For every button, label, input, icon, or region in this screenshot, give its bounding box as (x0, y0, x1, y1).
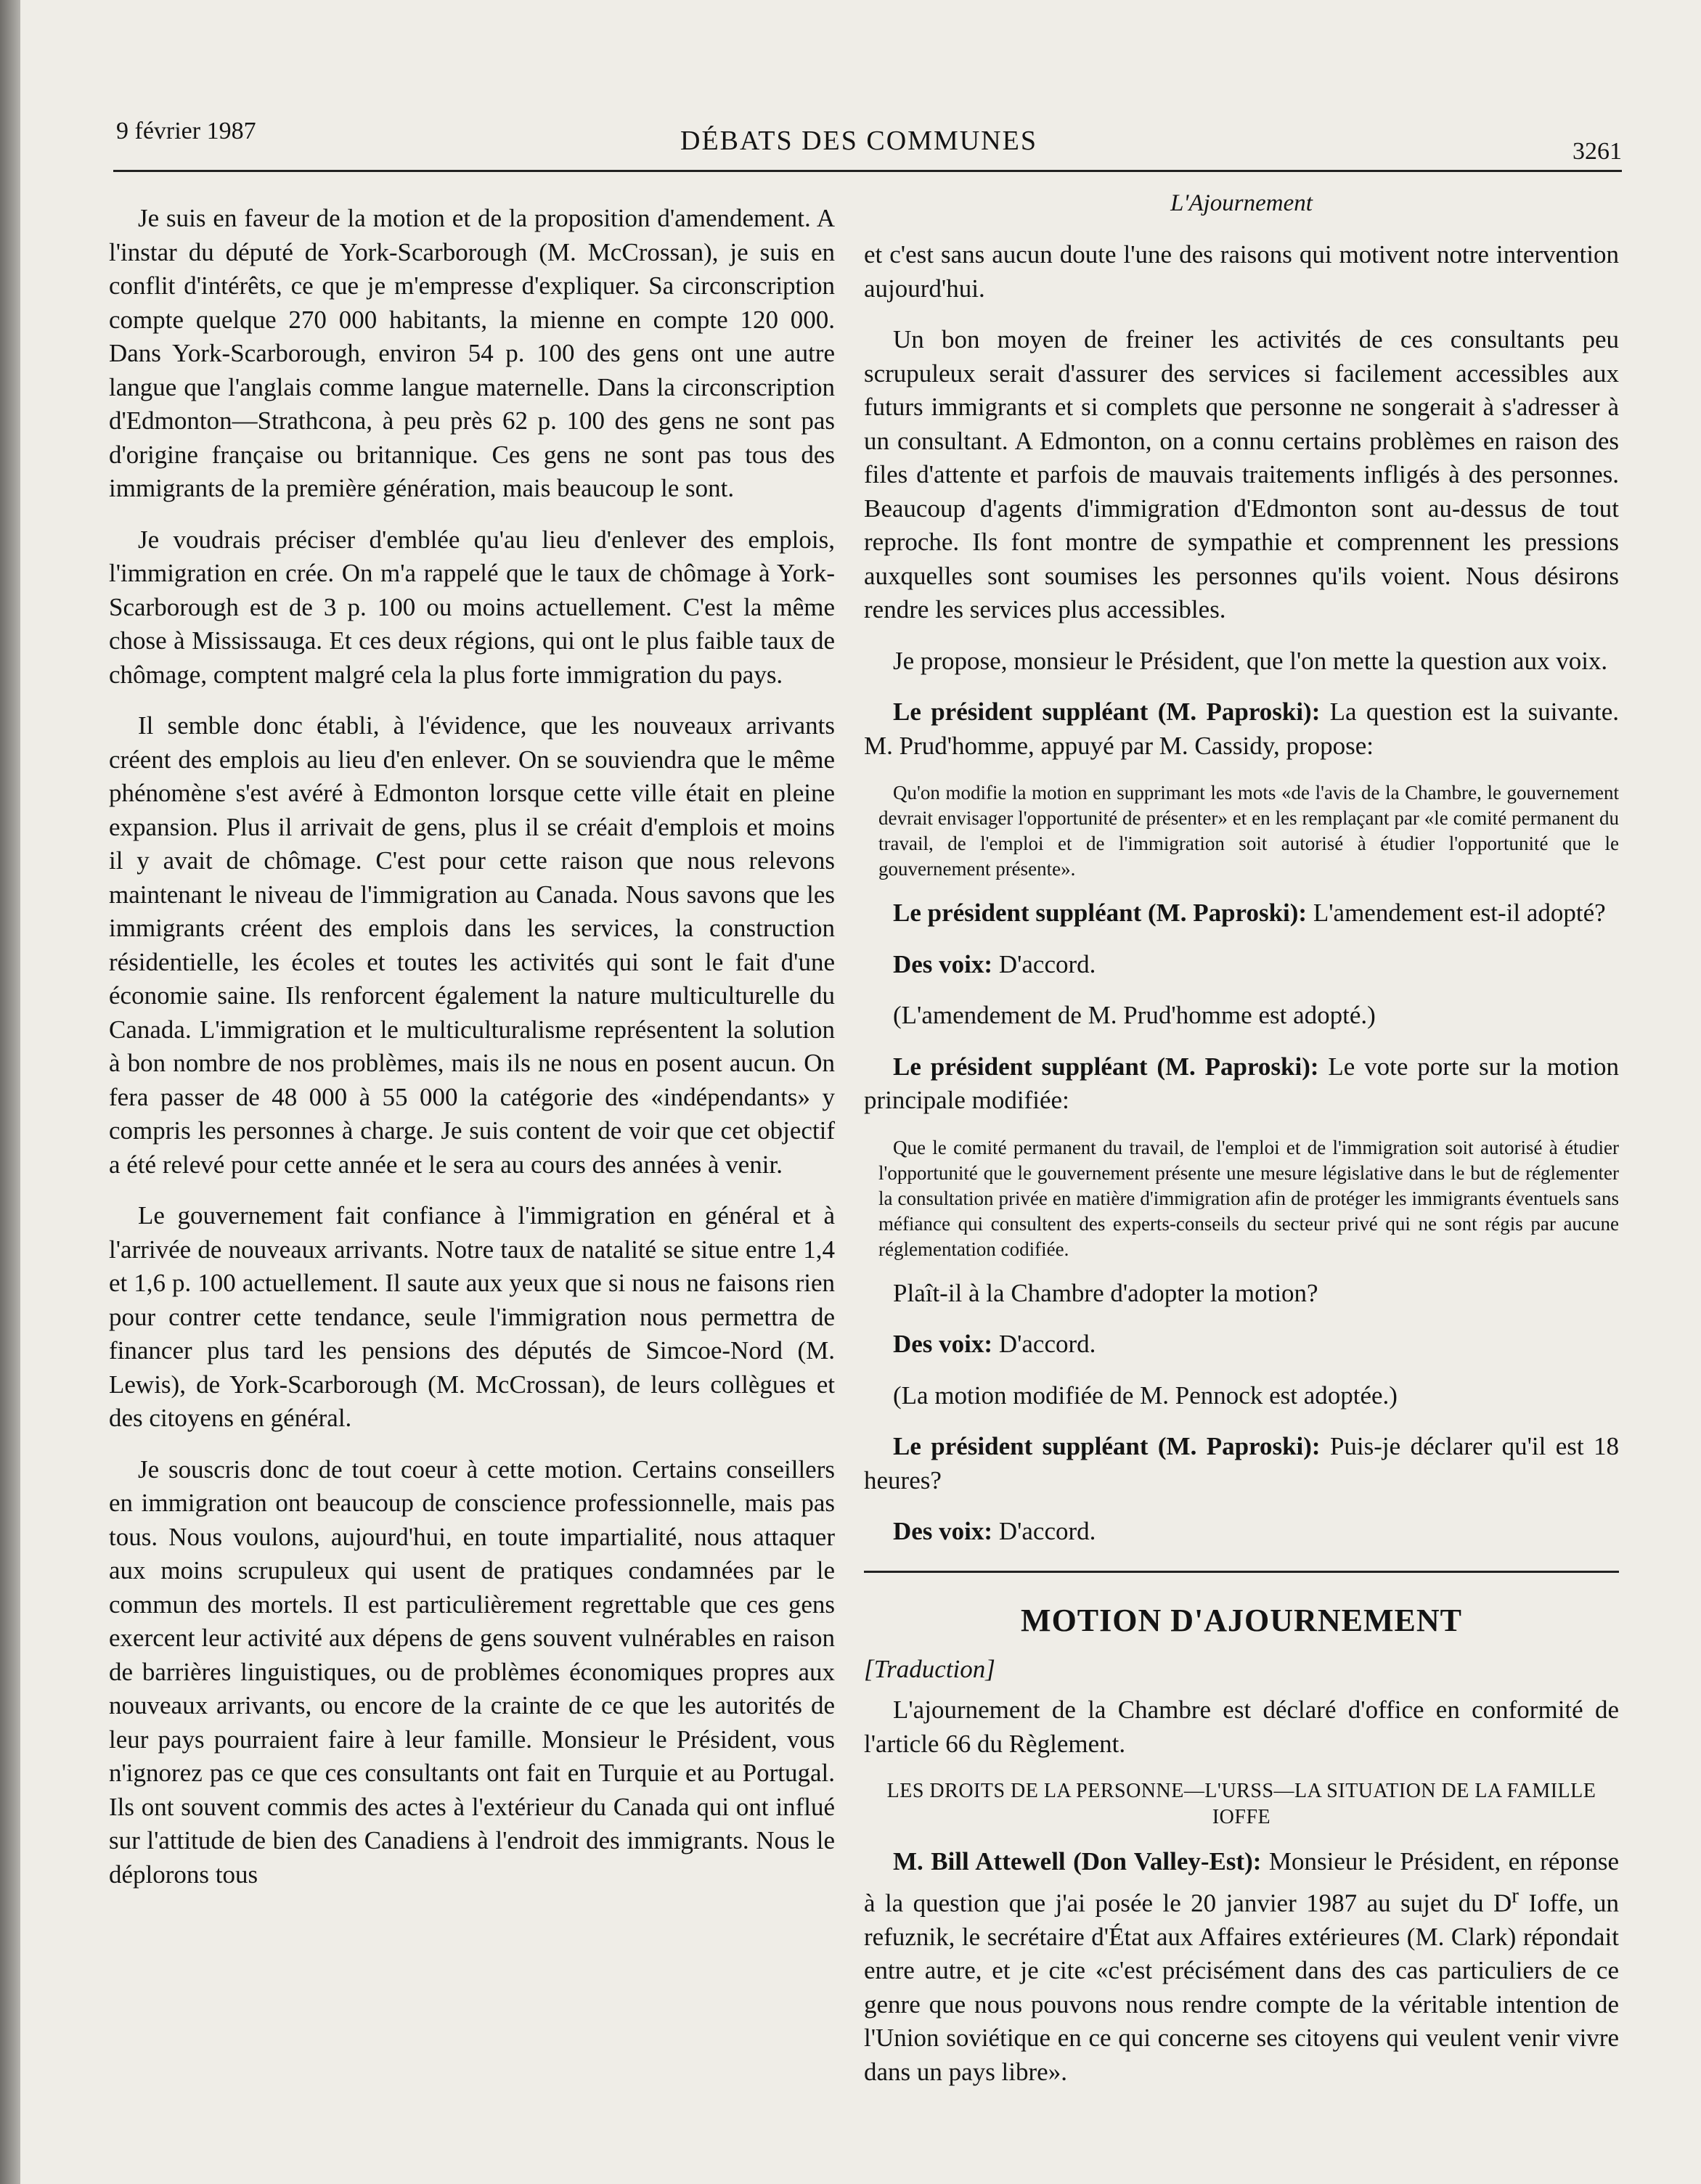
speaker-name: M. Bill Attewell (Don Valley-Est): (893, 1847, 1262, 1876)
translation-note: [Traduction] (864, 1654, 995, 1683)
speech-text: D'accord. (992, 1330, 1096, 1358)
speech-text: La question est la suivante. M. Prud'homme, appuyé par M. Cassidy, propose: (864, 698, 1619, 760)
speech (864, 1430, 1619, 1497)
speech (864, 1328, 1619, 1362)
paragraph: (L'amendement de M. Prud'homme est adopté.) (893, 1001, 1376, 1029)
left-column (109, 202, 835, 1909)
speech (864, 1515, 1619, 1549)
right-column (864, 238, 1619, 2106)
speaker-name: Le président suppléant (M. Paproski): (893, 899, 1308, 927)
page-binding-shadow (0, 0, 20, 2184)
paragraph: (La motion modifiée de M. Pennock est adoptée.) (893, 1381, 1398, 1410)
speech-text: Le vote porte sur la motion principale modifiée: (864, 1052, 1619, 1114)
speech (864, 695, 1619, 763)
speaker-name: Des voix: (893, 949, 993, 978)
speech-text: Puis-je déclarer qu'il est 18 heures? (864, 1432, 1619, 1494)
translation-label: Traduction (873, 1654, 986, 1683)
section-title: MOTION D'AJOURNEMENT (1021, 1602, 1462, 1638)
header-title: DÉBATS DES COMMUNES (680, 126, 1037, 156)
quoted-motion: Qu'on modifie la motion en supprimant les mots «de l'avis de la Chambre, le gouvernement devrait envisager l'opportunité de présenter» et en les remplaçant par «le comité permanent du travail, de l'emploi et de l'immigration soit autorisé à étudier l'opportunité que le gouvernement présente». (878, 782, 1619, 880)
page-header (96, 109, 1622, 174)
speech (864, 1845, 1619, 2089)
header-date: 9 février 1987 (116, 118, 256, 144)
subheading: LES DROITS DE LA PERSONNE—L'URSS—LA SITUATION DE LA FAMILLE IOFFE (886, 1780, 1596, 1828)
speech (864, 1050, 1619, 1118)
paragraph: Plaît-il à la Chambre d'adopter la motion? (893, 1278, 1318, 1307)
paragraph: Il semble donc établi, à l'évidence, que les nouveaux arrivants créent des emplois au lieu d'en enlever. On se souviendra que le même phénomène s'est avéré à Edmonton lorsque cette ville était en pleine expansion. Plus il arrivait de gens, plus il se créait d'emplois et moins il y avait de chômage. C'est pour cette raison que nous relevons maintenant le niveau de l'immigration au Canada. Nous savons que les immigrants créent des emplois dans les services, la construction résidentielle, les écoles et toutes les activités qui sont le fait d'une économie saine. Ils renforcent également la nature multiculturelle du Canada. L'immigration et le multiculturalisme représentent la solution à bon nombre de nos problèmes, mais ils ne nous en posent aucun. On fera passer de 48 000 à 55 000 la catégorie des «indépendants» y compris les personnes à charge. Je suis content de voir que cet objectif a été relevé pour cette année et le sera au cours des années à venir. (109, 711, 835, 1179)
speech (864, 948, 1619, 982)
paragraph: Le gouvernement fait confiance à l'immigration en général et à l'arrivée de nouveaux arrivants. Notre taux de natalité se situe entre 1,4 et 1,6 p. 100 actuellement. Il saute aux yeux que si nous ne faisons rien pour contrer cette tendance, seule l'immigration nous permettra de financer plus tard les pensions des députés de Simcoe-Nord (M. Lewis), de York-Scarborough (M. McCrossan), de leurs collègues et des citoyens en général. (109, 1201, 835, 1432)
page-number: 3261 (1572, 138, 1622, 165)
paragraph: Je souscris donc de tout coeur à cette motion. Certains conseillers en immigration ont beaucoup de conscience professionnelle, mais pas tous. Nous voulons, aujourd'hui, en toute impartialité, nous attaquer aux moins scrupuleux qui usent de pratiques condamnées par le commun des mortels. Il est particulièrement regrettable que ces gens exercent leur activité aux dépens de gens souvent vulnérables en raison de barrières linguistiques, ou de problèmes économiques propres aux nouveaux arrivants, ou encore de la crainte de ce que les autorités de leur pays pourraient faire à leur famille. Monsieur le Président, vous n'ignorez pas ce que ces consultants ont fait en Turquie et au Portugal. Ils ont souvent commis des actes à l'extérieur du Canada qui ont influé sur l'attitude de bien des Canadiens à l'endroit des immigrants. Nous le déplorons tous (109, 1455, 835, 1889)
speech-text: Ioffe, un refuznik, le secrétaire d'État aux Affaires extérieures (M. Clark) répondait entre autre, et je cite «c'est précisément dans des cas particuliers de ce genre que nous pouvons nous rendre compte de la véritable intention de l'Union soviétique en ce qui concerne ses citoyens qui veulent venir vivre dans un pays libre». (864, 1889, 1619, 2086)
paragraph: L'ajournement de la Chambre est déclaré d'office en conformité de l'article 66 du Règlement. (864, 1696, 1619, 1758)
speaker-name: Le président suppléant (M. Paproski): (893, 1432, 1321, 1460)
paragraph: Je voudrais préciser d'emblée qu'au lieu d'enlever des emplois, l'immigration en crée. On m'a rappelé que le taux de chômage à York-Scarborough est de 3 p. 100 ou moins actuellement. C'est la même chose à Mississauga. Et ces deux régions, qui ont le plus faible taux de chômage, comptent malgré cela la plus forte immigration du pays. (109, 525, 835, 689)
section-divider (864, 1571, 1619, 1573)
speech-text: D'accord. (992, 949, 1096, 978)
speaker-name: Le président suppléant (M. Paproski): (893, 1052, 1319, 1081)
speaker-name: Le président suppléant (M. Paproski): (893, 698, 1321, 726)
speech-text: L'amendement est-il adopté? (1307, 899, 1606, 927)
speech (864, 896, 1619, 931)
speech-text: Monsieur le Président, en réponse à la question que j'ai posée le 20 janvier 1987 au sujet du D (864, 1847, 1619, 1918)
paragraph: Un bon moyen de freiner les activités de ces consultants peu scrupuleux serait d'assurer des services si facilement accessibles aux futurs immigrants et si complets que personne ne songerait à s'adresser à un consultant. A Edmonton, on a connu certains problèmes en raison des files d'attente et parfois de mauvais traitements infligés à des personnes. Beaucoup d'agents d'immigration d'Edmonton sont au-dessus de tout reproche. Ils font montre de sympathie et comprennent les pressions auxquelles sont soumises les personnes qu'ils voient. Nous désirons rendre les services plus accessibles. (864, 325, 1619, 623)
paragraph: et c'est sans aucun doute l'une des raisons qui motivent notre intervention aujourd'hui. (864, 240, 1619, 303)
paragraph: Je suis en faveur de la motion et de la proposition d'amendement. A l'instar du député de York-Scarborough (M. McCrossan), je suis en conflit d'intérêts, ce que je m'empresse d'expliquer. Sa circonscription compte quelque 270 000 habitants, la mienne en compte 120 000. Dans York-Scarborough, environ 54 p. 100 des gens ont une autre langue que l'anglais comme langue maternelle. Dans la circonscription d'Edmonton—Strathcona, à peu près 62 p. 100 des gens ne sont pas d'origine française ou britannique. Ces gens ne sont pas tous des immigrants de la première génération, mais beaucoup le sont. (109, 204, 835, 502)
paragraph: Je propose, monsieur le Président, que l'on mette la question aux voix. (893, 646, 1608, 675)
superscript: r (1512, 1884, 1520, 1907)
running-head: L'Ajournement (1170, 190, 1313, 216)
speaker-name: Des voix: (893, 1517, 993, 1545)
speaker-name: Des voix: (893, 1330, 993, 1358)
speech-text: D'accord. (992, 1517, 1096, 1545)
header-rule (113, 170, 1622, 172)
quoted-motion: Que le comité permanent du travail, de l'emploi et de l'immigration soit autorisé à étudier l'opportunité que le gouvernement présente une mesure législative dans le but de réglementer la consultation privée en matière d'immigration afin de protéger les immigrants éventuels sans méfiance qui consultent des experts-conseils du secteur privé qui ne sont régis par aucune réglementation codifiée. (878, 1136, 1619, 1260)
